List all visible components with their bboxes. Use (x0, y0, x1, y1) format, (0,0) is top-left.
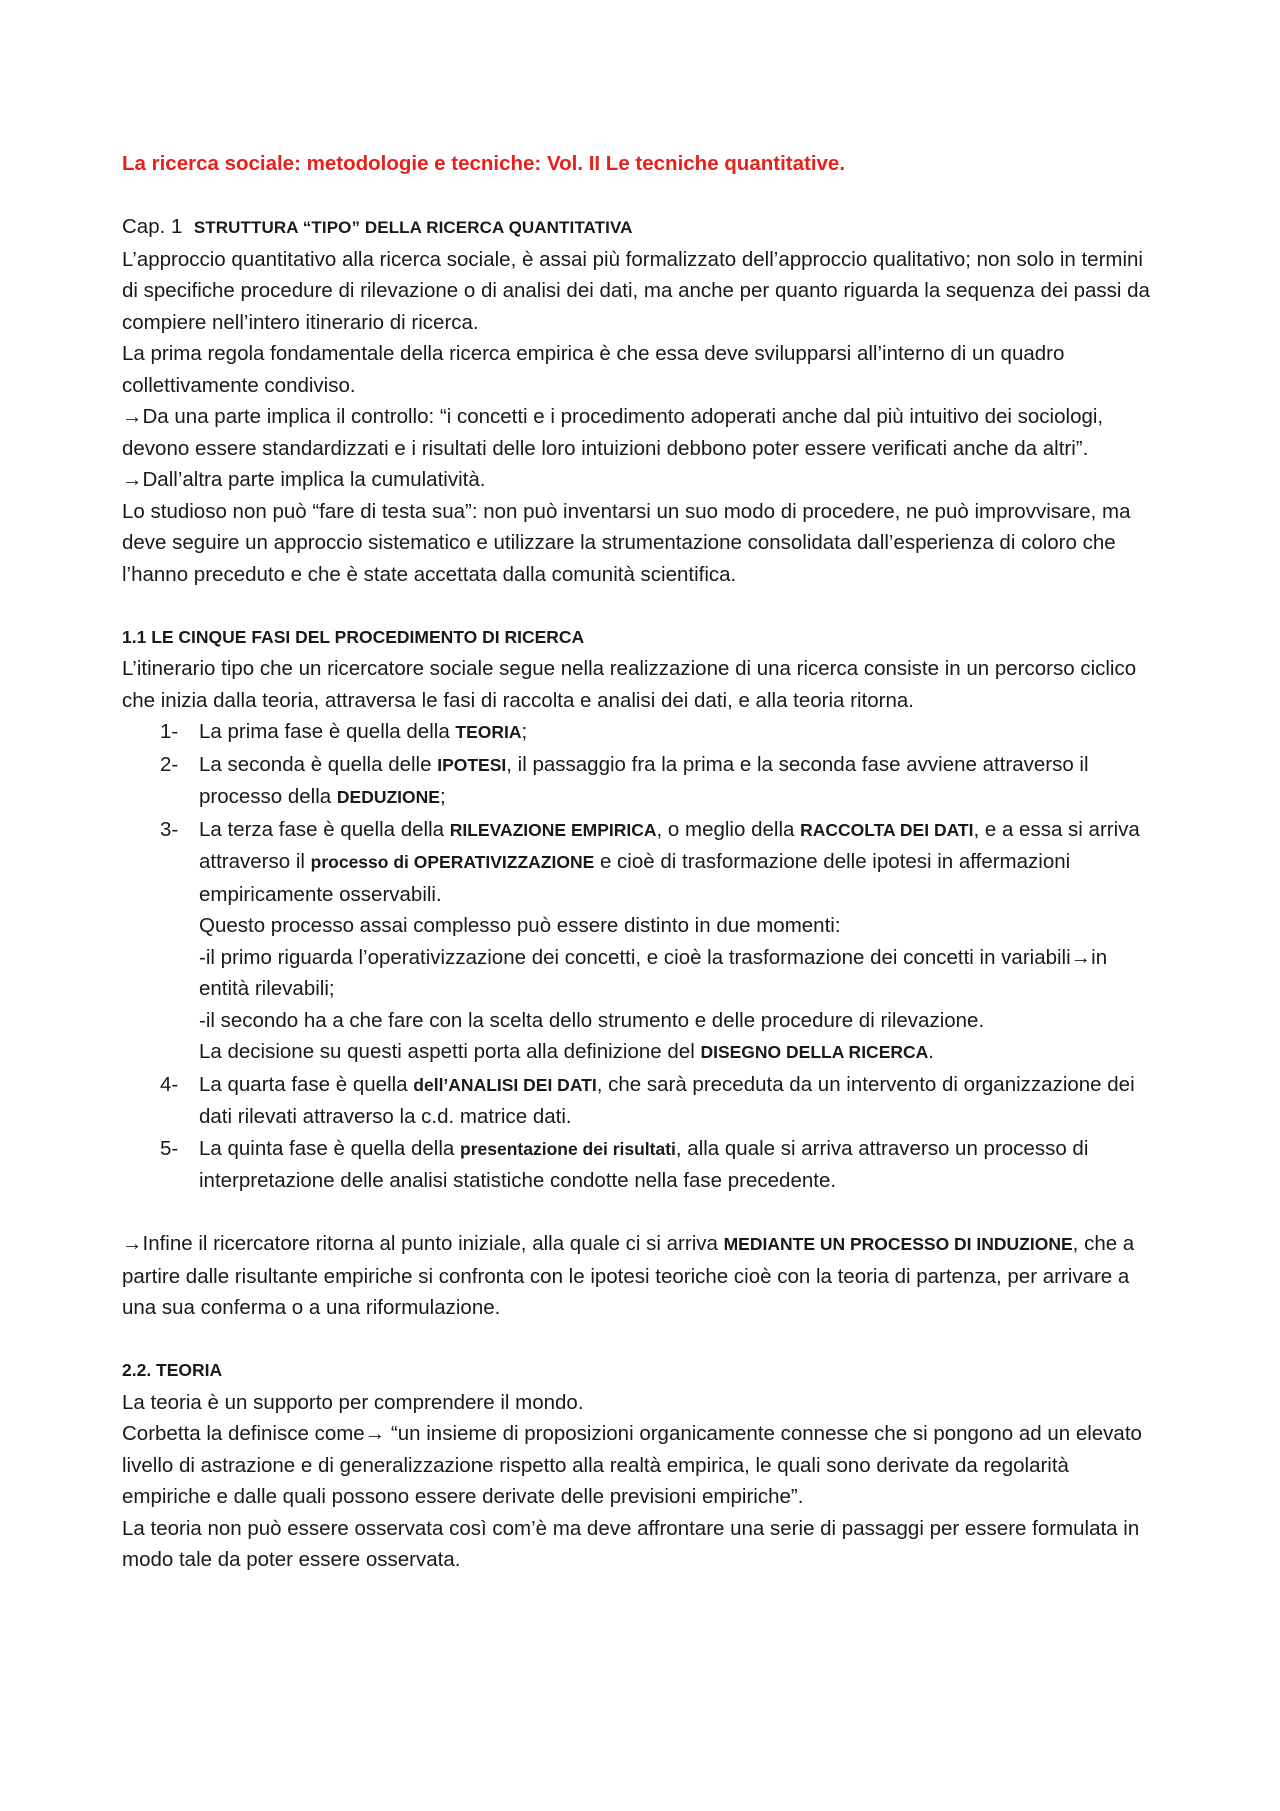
arrow-right-icon: → (122, 1232, 143, 1255)
section-heading-1-1: 1.1 LE CINQUE FASI DEL PROCEDIMENTO DI RICERCA (122, 626, 585, 647)
paragraph-keyword: MEDIANTE UN PROCESSO DI INDUZIONE (723, 1234, 1073, 1254)
list-text: La seconda è quella delle (199, 752, 438, 776)
list-item (160, 1133, 1162, 1197)
document-title: La ricerca sociale: metodologie e tecniche: Vol. II Le tecniche quantitative. (122, 152, 846, 175)
list-item (160, 1069, 1162, 1133)
list-text: ; (521, 720, 528, 743)
list-keyword: RACCOLTA DEI DATI (800, 819, 974, 840)
teoria-line: La teoria è un supporto per comprendere il mondo. (122, 1390, 584, 1414)
list-text: , alla quale si arriva attraverso un processo di interpretazione delle analisi statistiche condotte nella fase precedente. (199, 1136, 1089, 1192)
teoria-definition (122, 1418, 1162, 1513)
list-number: 4- (160, 1072, 179, 1096)
arrow-right-icon: → (1070, 945, 1092, 969)
list-text: -il secondo ha a che fare con la scelta dello strumento e delle procedure di rilevazione. (199, 1008, 985, 1032)
arrow-right-icon: → (364, 1422, 386, 1445)
arrow-item-text: Da una parte implica il controllo: “i concetti e i procedimento adoperati anche dal più intuitivo dei sociologi, devono essere standardizzati e i risultati delle loro intuizioni debbono poter essere verificati anche da altri”. (122, 405, 1104, 460)
list-text: La quarta fase è quella (199, 1072, 414, 1096)
list-keyword: DEDUZIONE (336, 787, 440, 807)
list-text: ; (439, 785, 446, 808)
list-text: -il primo riguarda l’operativizzazione dei concetti, e cioè la trasformazione dei concetti in variabili (199, 945, 1071, 969)
chapter-heading (122, 211, 1162, 244)
document-content (122, 148, 1162, 1576)
list-keyword: RILEVAZIONE EMPIRICA (449, 819, 657, 840)
list-text: e cioè di trasformazione delle ipotesi in affermazioni empiricamente osservabili. (199, 850, 1071, 906)
list-keyword: IPOTESI (437, 754, 507, 775)
list-item (160, 749, 1162, 814)
arrow-right-icon: → (122, 405, 143, 428)
section-1-1-intro: L’itinerario tipo che un ricercatore sociale segue nella realizzazione di una ricerca consiste in un percorso ciclico che inizia dalla teoria, attraversa le fasi di raccolta e analisi dei dati, e alla teoria ritorna. (122, 657, 1137, 712)
list-number: 5- (160, 1136, 179, 1160)
list-number: 2- (160, 752, 179, 776)
list-text: La terza fase è quella della (199, 817, 450, 841)
paragraph-text: “un insieme di proposizioni organicamente connesse che si pongono ad un elevato livello di astrazione e di generalizzazione rispetto alla realtà empirica, le quali sono derivate da regolarità empiriche e dalle quali possono essere derivate delle previsioni empiriche”. (122, 1422, 1142, 1508)
list-keyword: TEORIA (455, 722, 522, 742)
list-text: , e a essa si arriva attraverso il (199, 817, 1140, 873)
phases-list (122, 716, 1162, 1197)
list-item (160, 716, 1162, 749)
teoria-last: La teoria non può essere osservata così com’è ma deve affrontare una serie di passaggi per essere formulata in modo tale da poter essere osservata. (122, 1516, 1140, 1571)
list-text: , che sarà preceduta da un intervento di organizzazione dei dati rilevati attraverso la c.d. matrice dati. (199, 1072, 1135, 1128)
arrow-item (122, 401, 1162, 464)
list-text: . (928, 1040, 934, 1063)
paragraph-text: Infine il ricercatore ritorna al punto iniziale, alla quale ci si arriva (142, 1232, 724, 1255)
list-text: , il passaggio fra la prima e la seconda fase avviene attraverso il processo della (199, 752, 1089, 808)
list-text: La prima fase è quella della (199, 720, 456, 743)
studioso-paragraph: Lo studioso non può “fare di testa sua”: non può inventarsi un suo modo di procedere, ne può improvvisare, ma deve seguire un approccio sistematico e utilizzare la strumentazione consolidata dall’esperienza di coloro che l’hanno preceduto e che è state accettata dalla comunità scientifica. (122, 499, 1131, 586)
arrow-right-icon: → (122, 468, 143, 491)
section-heading-2-2: 2.2. TEORIA (122, 1360, 223, 1380)
list-text: La quinta fase è quella della (199, 1136, 461, 1160)
list-keyword: presentazione dei risultati (460, 1138, 676, 1159)
list-text: La decisione su questi aspetti porta alla definizione del (199, 1040, 701, 1063)
list-item (160, 814, 1162, 1069)
intro-paragraph: La prima regola fondamentale della ricerca empirica è che essa deve svilupparsi all’interno di un quadro collettivamente condiviso. (122, 342, 1065, 397)
infine-paragraph (122, 1228, 1162, 1324)
paragraph-text: Corbetta la definisce come (122, 1422, 365, 1445)
list-keyword: processo di OPERATIVIZZAZIONE (310, 852, 595, 872)
paragraph-text: , che a partire dalle risultante empiriche si confronta con le ipotesi teoriche cioè con la teoria di partenza, per arrivare a una sua conferma o a una riformulazione. (122, 1232, 1135, 1319)
arrow-item (122, 464, 1162, 496)
intro-paragraph: L’approccio quantitativo alla ricerca sociale, è assai più formalizzato dell’approccio qualitativo; non solo in termini di specifiche procedure di rilevazione o di analisi dei dati, ma anche per quanto riguarda la sequenza dei passi da compiere nell’intero itinerario di ricerca. (122, 247, 1150, 334)
list-number: 1- (160, 720, 179, 743)
list-text: in entità rilevabili; (199, 945, 1108, 1000)
chapter-label: Cap. 1 (122, 215, 183, 238)
list-text: Questo processo assai complesso può essere distinto in due momenti: (199, 914, 841, 937)
list-keyword: dell’ANALISI DEI DATI (413, 1074, 597, 1095)
chapter-title: STRUTTURA “TIPO” DELLA RICERCA QUANTITATIVA (193, 218, 633, 237)
arrow-item-text: Dall’altra parte implica la cumulatività. (142, 468, 486, 491)
list-number: 3- (160, 817, 179, 841)
list-text: , o meglio della (656, 817, 801, 841)
list-keyword: DISEGNO DELLA RICERCA (700, 1042, 929, 1062)
